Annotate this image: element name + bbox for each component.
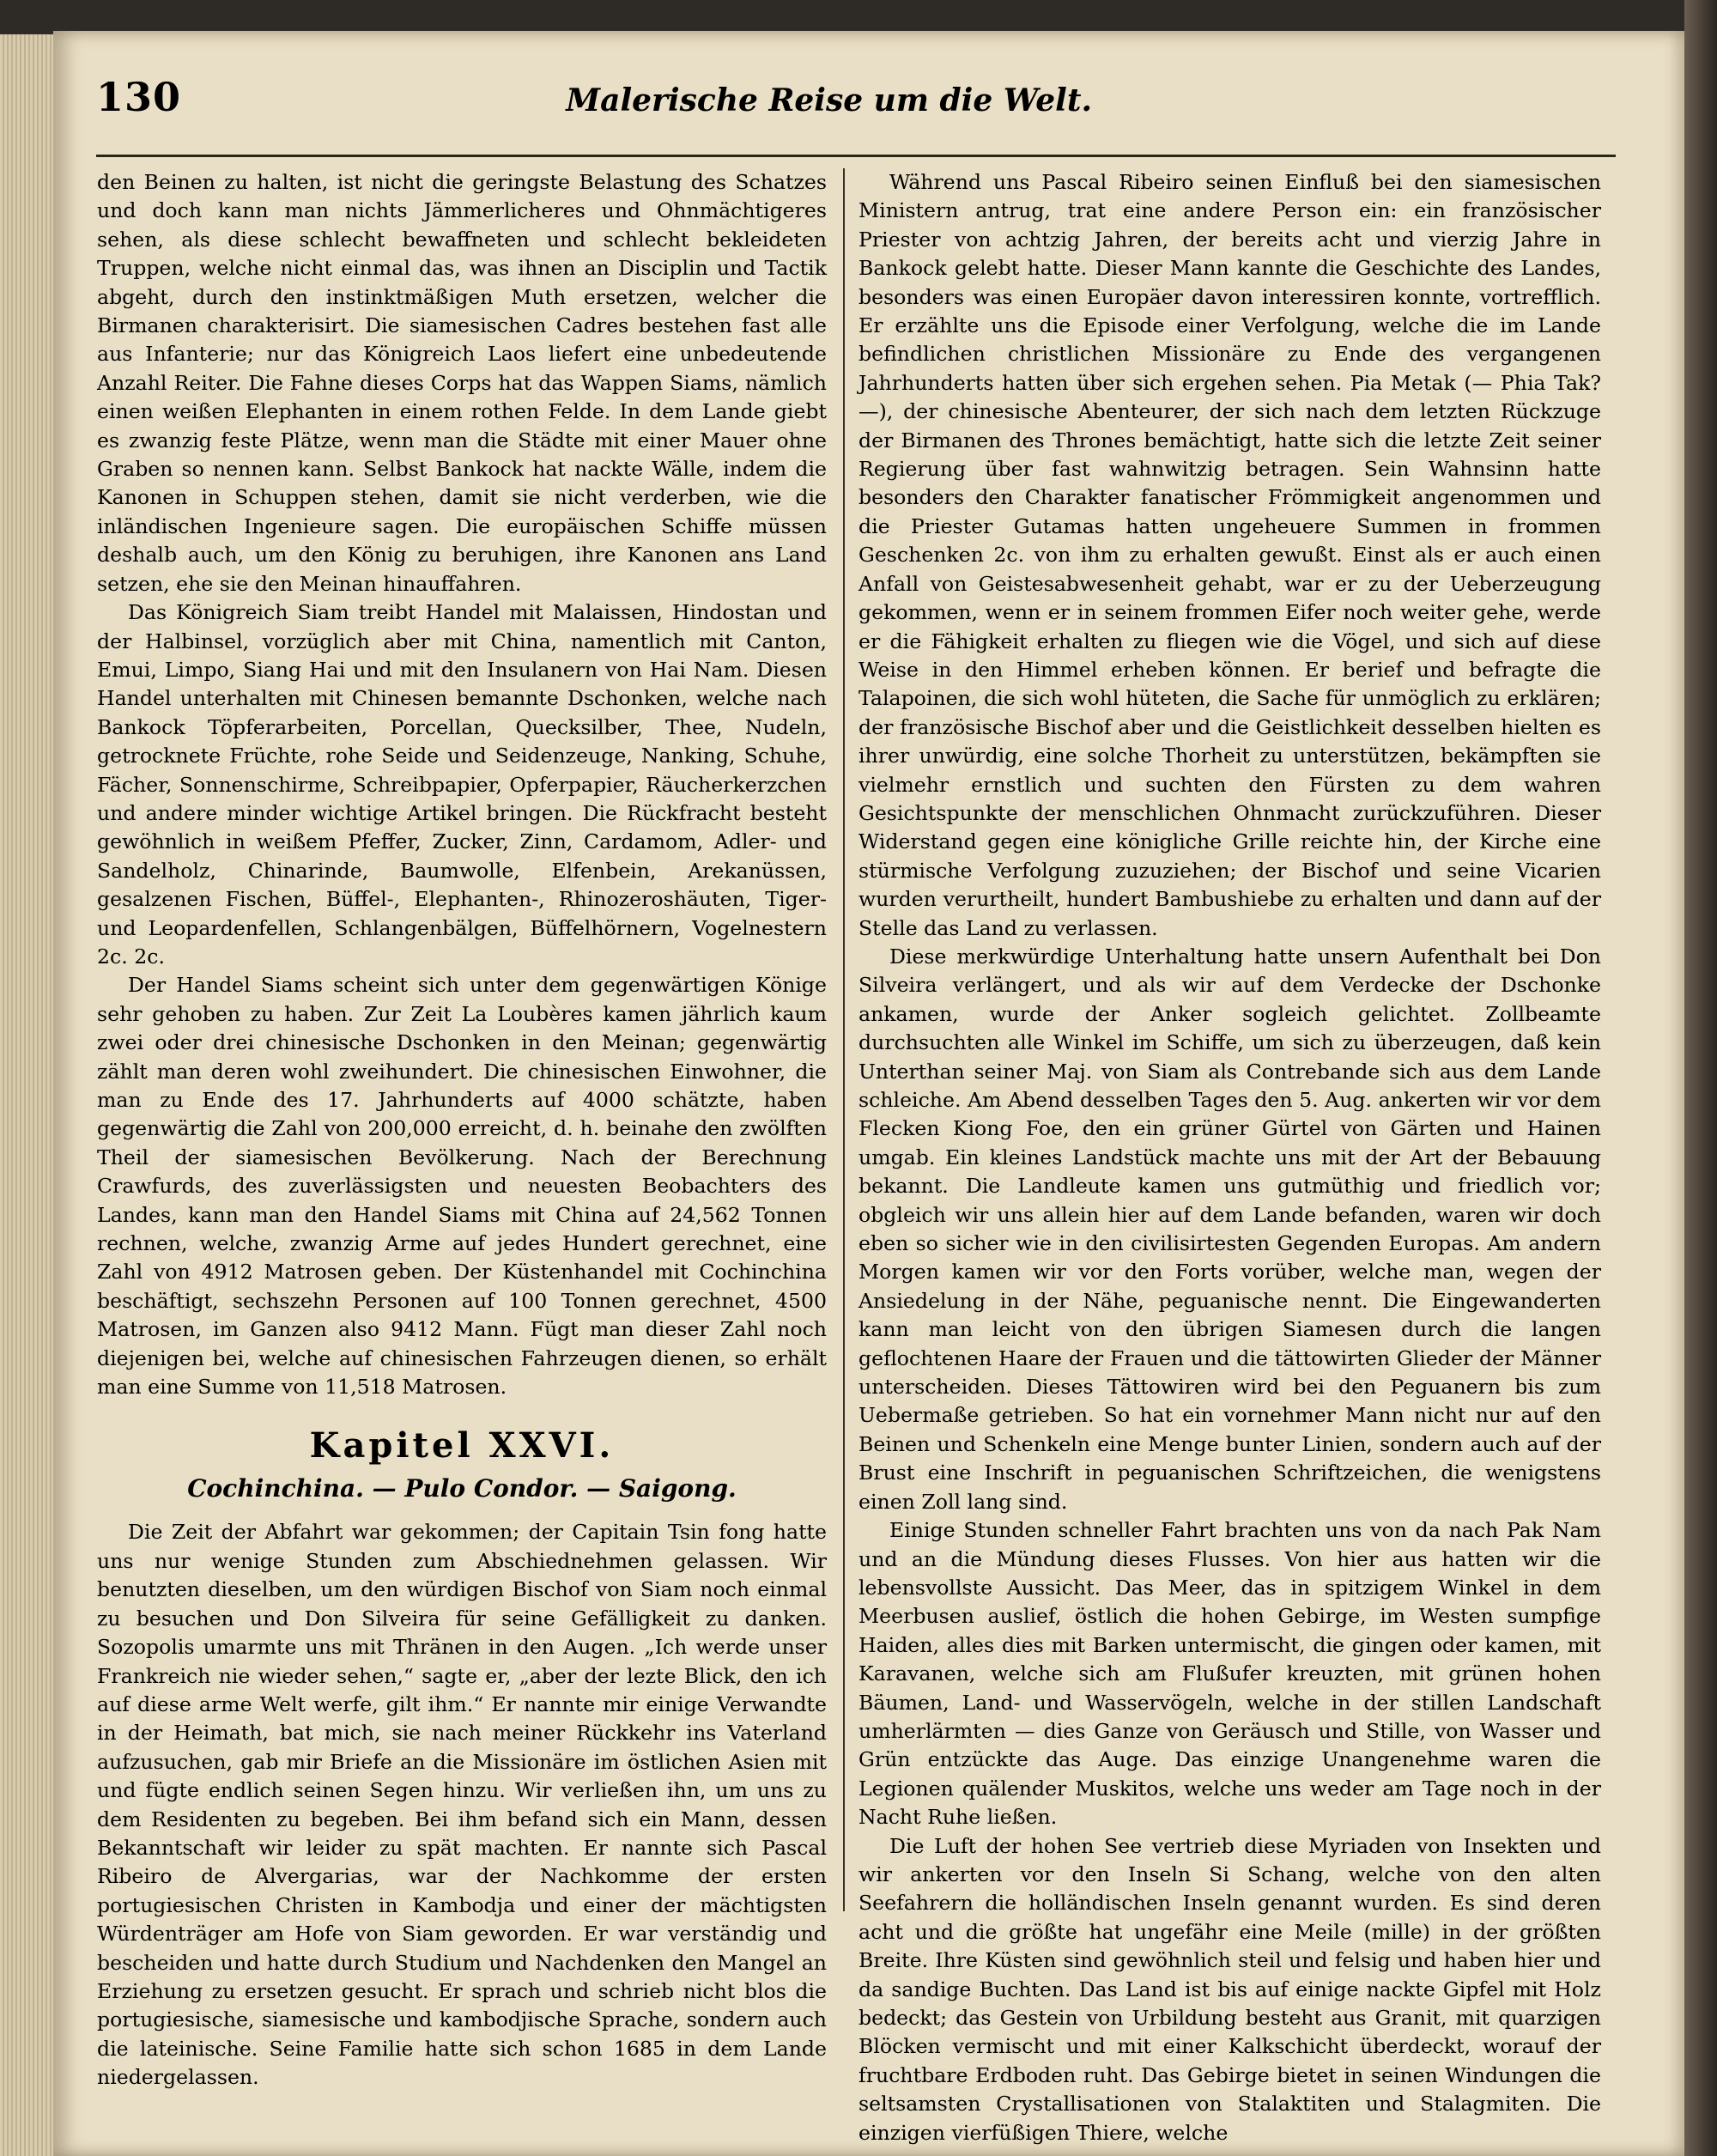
paragraph: Diese merkwürdige Unterhaltung hatte unsern Aufenthalt bei Don Silveira verlängert, und als wir auf dem Verdecke der Dschonke ankamen, wurde der Anker sogleich gelichtet. Zollbeamte durchsuchten alle Winkel im Schiffe, um sich zu überzeugen, daß kein Unterthan seiner Maj. von Siam als Contrebande sich aus dem Lande schleiche. Am Abend desselben Tages den 5. Aug. ankerten wir vor dem Flecken Kiong Foe, den ein grüner Gürtel von Gärten und Hainen umgab. Ein kleines Landstück machte uns mit der Art der Bebauung bekannt. Die Landleute kamen uns gutmüthig und friedlich vor; obgleich wir uns allein hier auf dem Lande befanden, waren wir doch eben so sicher wie in den civilisirtesten Gegenden Europas. Am andern Morgen kamen wir vor den Forts vorüber, welche man, wegen der Ansiedelung in der Nähe, peguanische nennt. Die Eingewanderten kann man leicht von den übrigen Siamesen durch die langen geflochtenen Haare der Frauen und die tättowirten Glieder der Männer unterscheiden. Dieses Tättowiren wird bei den Peguanern bis zum Uebermaße getrieben. So hat ein vornehmer Mann nicht nur auf den Beinen und Schenkeln eine Menge bunter Linien, sondern auch auf der Brust eine Inschrift in peguanischen Schriftzeichen, die wenigstens einen Zoll lang sind. [858, 944, 1601, 1514]
paragraph: Das Königreich Siam treibt Handel mit Malaissen, Hindostan und der Halbinsel, vorzüglich aber mit China, namentlich mit Canton, Emui, Limpo, Siang Hai und mit den Insulanern von Hai Nam. Diesen Handel unterhalten mit Chinesen bemannte Dschonken, welche nach Bankock Töpferarbeiten, Porcellan, Quecksilber, Thee, Nudeln, getrocknete Früchte, rohe Seide und Seidenzeuge, Nanking, Schuhe, Fächer, Sonnenschirme, Schreibpapier, Opferpapier, Räucherkerzchen und andere minder wichtige Artikel bringen. Die Rückfracht besteht gewöhnlich in weißem Pfeffer, Zucker, Zinn, Cardamom, Adler- und Sandelholz, Chinarinde, Baumwolle, Elfenbein, Arekanüssen, gesalzenen Fischen, Büffel-, Elephanten-, Rhinozeroshäuten, Tiger- und Leopardenfellen, Schlangenbälgen, Büffelhörnern, Vogelnestern 2c. 2c. [97, 600, 827, 969]
paragraph: Die Luft der hohen See vertrieb diese Myriaden von Insekten und wir ankerten vor den Inseln Si Schang, welche von den alten Seefahrern die holländischen Inseln genannt wurden. Es sind deren acht und die größte hat ungefähr eine Meile (mille) in der größten Breite. Ihre Küsten sind gewöhnlich steil und felsig und haben hier und da sandige Buchten. Das Land ist bis auf einige nackte Gipfel mit Holz bedeckt; das Gestein von Urbildung besteht aus Granit, mit quarzigen Blöcken vermischt und mit einer Kalkschicht überdeckt, worauf der fruchtbare Erdboden ruht. Das Gebirge bietet in seinen Windungen die seltsamsten Crystallisationen von Stalaktiten und Stalagmiten. Die einzigen vierfüßigen Thiere, welche [858, 1833, 1601, 2145]
chapter-title: Kapitel XXVI. [309, 1425, 615, 1467]
page-header [96, 74, 1092, 134]
right-column [858, 168, 1601, 2147]
column-divider [843, 168, 845, 1911]
paragraph: Einige Stunden schneller Fahrt brachten uns von da nach Pak Nam und an die Mündung dieses Flusses. Von hier aus hatten wir die lebensvollste Aussicht. Das Meer, das in spitzigem Winkel in dem Meerbusen auslief, östlich die hohen Gebirge, im Westen sumpfige Haiden, alles dies mit Barken untermischt, die gingen oder kamen, mit Karavanen, welche sich am Flußufer kreuzten, mit grünen hohen Bäumen, Land- und Wasservögeln, welche in der stillen Landschaft umherlärmten — dies Ganze von Geräusch und Stille, von Wasser und Grün entzückte das Auge. Das einzige Unangenehme waren die Legionen quälender Muskitos, welche uns weder am Tage noch in der Nacht Ruhe ließen. [858, 1518, 1601, 1830]
paragraph: den Beinen zu halten, ist nicht die geringste Belastung des Schatzes und doch kann man nichts Jämmerlicheres und Ohnmächtigeres sehen, als diese schlecht bewaffneten und schlecht bekleideten Truppen, welche nicht einmal das, was ihnen an Disciplin und Tactik abgeht, durch den instinktmäßigen Muth ersetzen, welcher die Birmanen charakterisirt. Die siamesischen Cadres bestehen fast alle aus Infanterie; nur das Königreich Laos liefert eine unbedeutende Anzahl Reiter. Die Fahne dieses Corps hat das Wappen Siams, nämlich einen weißen Elephanten in einem rothen Felde. In dem Lande giebt es zwanzig feste Plätze, wenn man die Städte mit einer Mauer ohne Graben so nennen kann. Selbst Bankock hat nackte Wälle, indem die Kanonen in Schuppen stehen, damit sie nicht verderben, wie die inländischen Ingenieure sagen. Die europäischen Schiffe müssen deshalb auch, um den König zu beruhigen, ihre Kanonen ans Land setzen, ehe sie den Meinan hinauffahren. [97, 170, 827, 596]
book-page-edges [0, 34, 53, 2156]
running-title: Malerische Reise um die Welt. [566, 82, 1092, 118]
left-column [97, 168, 827, 2092]
paragraph: Während uns Pascal Ribeiro seinen Einfluß bei den siamesischen Ministern antrug, trat eine andere Person ein: ein französischer Priester von achtzig Jahren, der bereits acht und vierzig Jahre in Bankock gelebt hatte. Dieser Mann kannte die Geschichte des Landes, besonders was einen Europäer davon interessiren konnte, vortrefflich. Er erzählte uns die Episode einer Verfolgung, welche die im Lande befindlichen christlichen Missionäre zu Ende des vergangenen Jahrhunderts hatten über sich ergehen sehen. Pia Metak (— Phia Tak? —), der chinesische Abenteurer, der sich nach dem letzten Rückzuge der Birmanen des Thrones bemächtigt, hatte sich die letzte Zeit seiner Regierung über fast wahnwitzig betragen. Sein Wahnsinn hatte besonders den Charakter fanatischer Frömmigkeit angenommen und die Priester Gutamas hatten ungeheuere Summen in frommen Geschenken 2c. von ihm zu erhalten gewußt. Einst als er auch einen Anfall von Geistesabwesenheit gehabt, war er zu der Ueberzeugung gekommen, wenn er in seinem frommen Eifer noch weiter gehe, werde er die Fähigkeit erhalten zu fliegen wie die Vögel, und sich auf diese Weise in den Himmel erheben können. Er berief und befragte die Talapoinen, die sich wohl hüteten, die Sache für unmöglich zu erklären; der französische Bischof aber und die Geistlichkeit desselben hielten es ihrer unwürdig, eine solche Thorheit zu unterstützen, bekämpften sie vielmehr ernstlich und suchten den Fürsten zu dem wahren Gesichtspunkte der menschlichen Ohnmacht zurückzuführen. Dieser Widerstand gegen eine königliche Grille reichte hin, der Kirche eine stürmische Verfolgung zuzuziehen; der Bischof und seine Vicarien wurden verurtheilt, hundert Bambushiebe zu erhalten und dann auf der Stelle das Land zu verlassen. [858, 170, 1601, 940]
paragraph: Der Handel Siams scheint sich unter dem gegenwärtigen Könige sehr gehoben zu haben. Zur Zeit La Loubères kamen jährlich kaum zwei oder drei chinesische Dschonken in den Meinan; gegenwärtig zählt man deren wohl zweihundert. Die chinesischen Einwohner, die man zu Ende des 17. Jahrhunderts auf 4000 schätzte, haben gegenwärtig die Zahl von 200,000 erreicht, d. h. beinahe den zwölften Theil der siamesischen Bevölkerung. Nach der Berechnung Crawfurds, des zuverlässigsten und neuesten Beobachters des Landes, kann man den Handel Siams mit China auf 24,562 Tonnen rechnen, welche, zwanzig Arme auf jedes Hundert gerechnet, eine Zahl von 4912 Matrosen geben. Der Küstenhandel mit Cochinchina beschäftigt, sechszehn Personen auf 100 Tonnen gerechnet, 4500 Matrosen, im Ganzen also 9412 Mann. Fügt man dieser Zahl noch diejenigen bei, welche auf chinesischen Fahrzeugen dienen, so erhält man eine Summe von 11,518 Matrosen. [97, 973, 827, 1400]
header-rule [96, 155, 1616, 157]
chapter-subtitle: Cochinchina. — Pulo Condor. — Saigong. [187, 1474, 737, 1503]
page-number: 130 [96, 74, 182, 120]
book-spine-shadow [1684, 0, 1717, 2156]
paragraph: Die Zeit der Abfahrt war gekommen; der Capitain Tsin fong hatte uns nur wenige Stunden zum Abschiednehmen gelassen. Wir benutzten dieselben, um den würdigen Bischof von Siam noch einmal zu besuchen und Don Silveira für seine Gefälligkeit zu danken. Sozopolis umarmte uns mit Thränen in den Augen. „Ich werde unser Frankreich nie wieder sehen,“ sagte er, „aber der lezte Blick, den ich auf diese arme Welt werfe, gilt ihm.“ Er nannte mir einige Verwandte in der Heimath, bat mich, sie nach meiner Rückkehr ins Vaterland aufzusuchen, gab mir Briefe an die Missionäre im östlichen Asien mit und fügte endlich seinen Segen hinzu. Wir verließen ihn, um uns zu dem Residenten zu begeben. Bei ihm befand sich ein Mann, dessen Bekanntschaft wir leider zu spät machten. Er nannte sich Pascal Ribeiro de Alvergarias, war der Nachkomme der ersten portugiesischen Christen in Kambodja und einer der mächtigsten Würdenträger am Hofe von Siam geworden. Er war verständig und bescheiden und hatte durch Studium und Nachdenken den Mangel an Erziehung zu ersetzen gesucht. Er sprach und schrieb nicht blos die portugiesische, siamesische und kambodjische Sprache, sondern auch die lateinische. Seine Familie hatte sich schon 1685 in dem Lande niedergelassen. [97, 1520, 827, 2090]
